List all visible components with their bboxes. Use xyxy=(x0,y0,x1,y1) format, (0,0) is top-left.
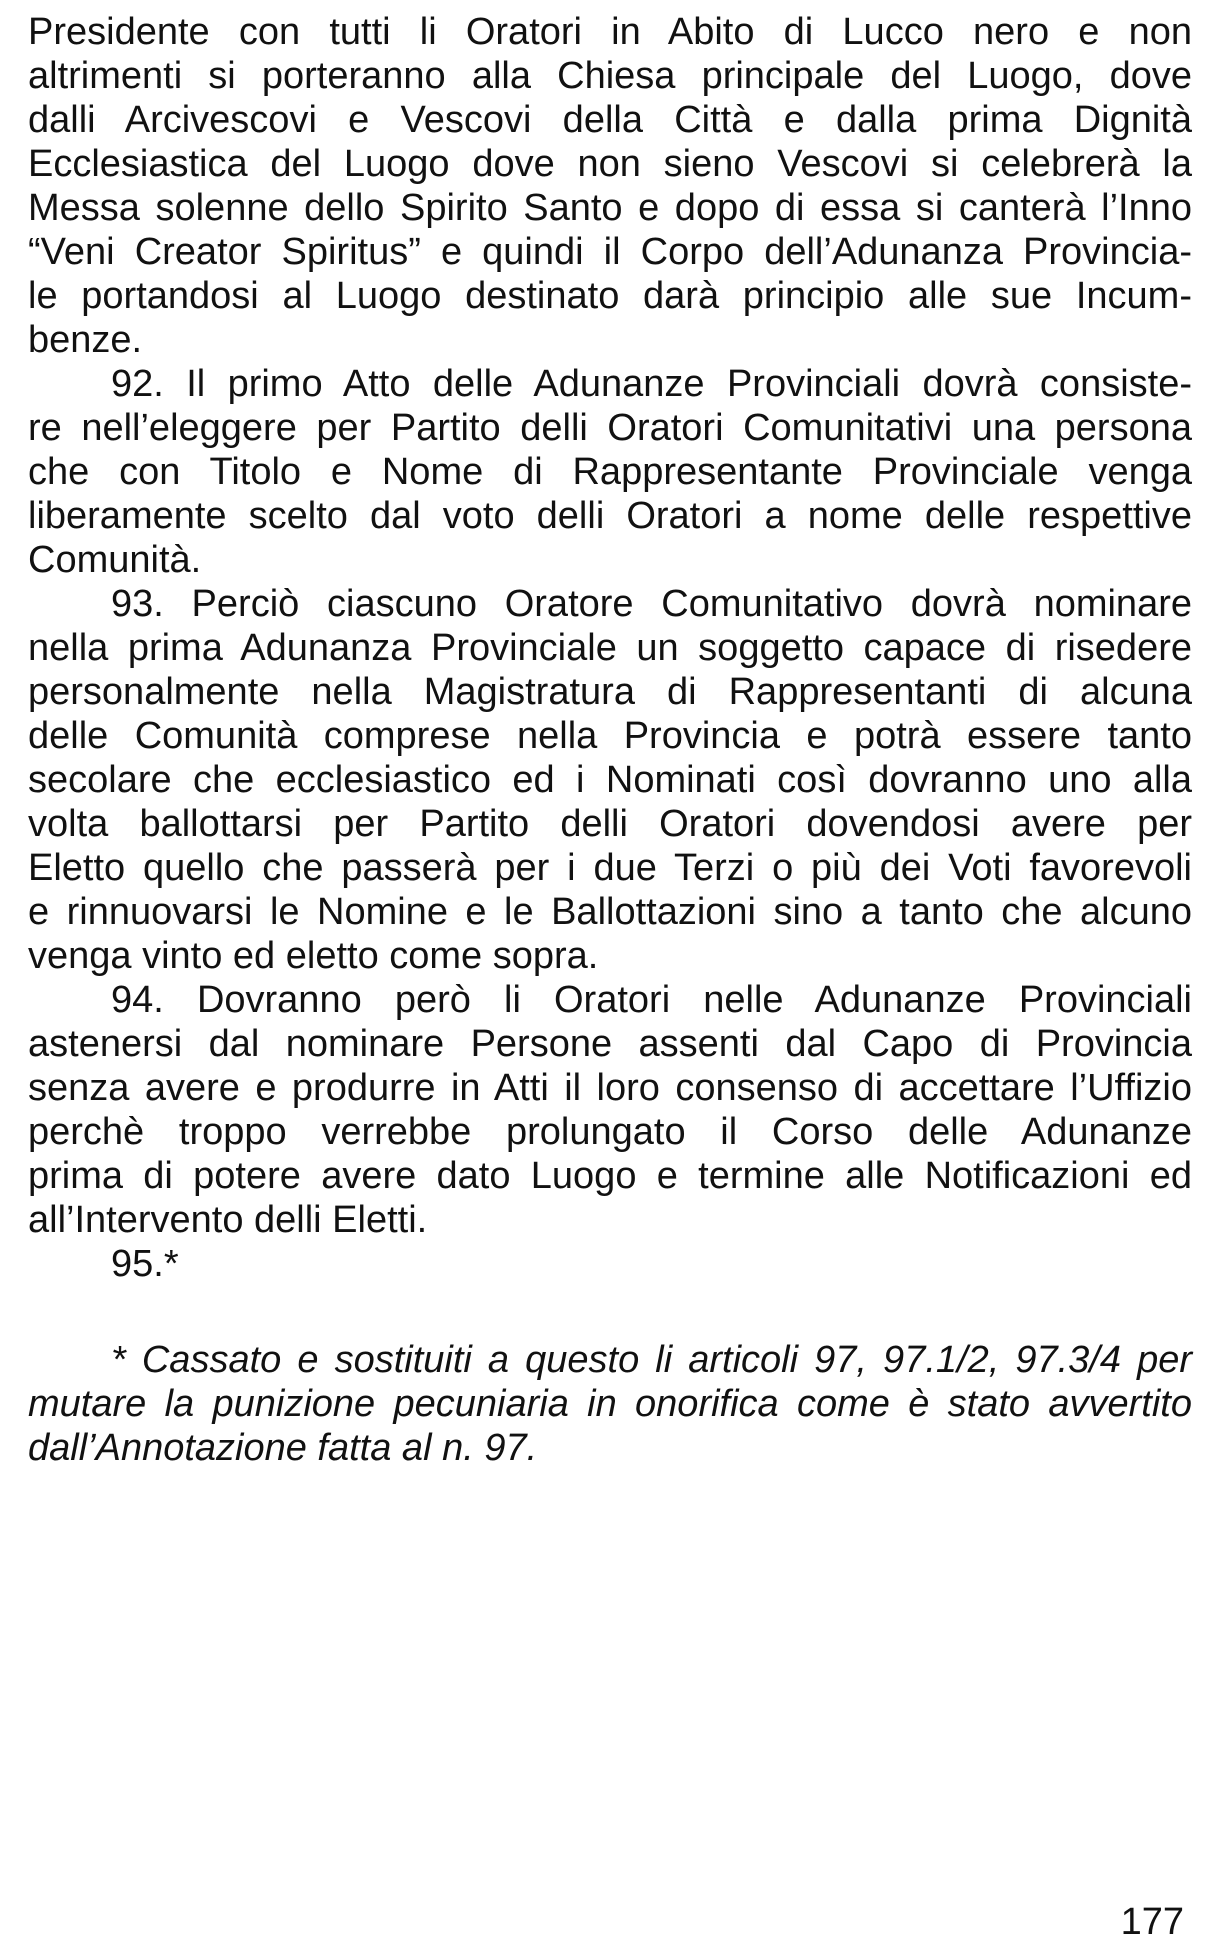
text-line: astenersi dal nominare Persone assenti dal Capo di Provincia xyxy=(28,1023,1192,1065)
text-line: 93. Perciò ciascuno Oratore Comunitativo dovrà nominare xyxy=(111,583,1192,625)
text-line: volta ballottarsi per Partito delli Oratori dovendosi avere per xyxy=(28,803,1192,845)
text-line: 92. Il primo Atto delle Adunanze Provinciali dovrà consiste- xyxy=(111,363,1192,405)
text-line: Messa solenne dello Spirito Santo e dopo di essa si canterà l’Inno xyxy=(28,187,1192,229)
text-line: perchè troppo verrebbe prolungato il Corso delle Adunanze xyxy=(28,1111,1192,1153)
text-line: Presidente con tutti li Oratori in Abito di Lucco nero e non xyxy=(28,11,1192,53)
text-line: re nell’eleggere per Partito delli Oratori Comunitativi una persona xyxy=(28,407,1192,449)
text-line: le portandosi al Luogo destinato darà principio alle sue Incum- xyxy=(28,275,1192,317)
footnote-line: mutare la punizione pecuniaria in onorifica come è stato avvertito xyxy=(28,1383,1192,1425)
text-line: benze. xyxy=(28,319,143,361)
text-line: secolare che ecclesiastico ed i Nominati così dovranno uno alla xyxy=(28,759,1192,801)
text-line: e rinnuovarsi le Nomine e le Ballottazioni sino a tanto che alcuno xyxy=(28,891,1192,933)
text-line: all’Intervento delli Eletti. xyxy=(28,1199,428,1241)
text-line: liberamente scelto dal voto delli Oratori a nome delle respettive xyxy=(28,495,1192,537)
text-line: “Veni Creator Spiritus” e quindi il Corpo dell’Adunanza Provincia- xyxy=(28,231,1192,273)
text-line: senza avere e produrre in Atti il loro consenso di accettare l’Uffizio xyxy=(28,1067,1192,1109)
text-line: Ecclesiastica del Luogo dove non sieno Vescovi si celebrerà la xyxy=(28,143,1192,185)
text-line: 94. Dovranno però li Oratori nelle Adunanze Provinciali xyxy=(111,979,1192,1021)
footnote-line: * Cassato e sostituiti a questo li articoli 97, 97.1/2, 97.3/4 per xyxy=(111,1339,1192,1381)
text-line: altrimenti si porteranno alla Chiesa principale del Luogo, dove xyxy=(28,55,1192,97)
text-line: dalli Arcivescovi e Vescovi della Città e dalla prima Dignità xyxy=(28,99,1192,141)
text-line: 95.* xyxy=(111,1243,179,1285)
page-number: 177 xyxy=(1120,1901,1184,1943)
text-line: che con Titolo e Nome di Rappresentante Provinciale venga xyxy=(28,451,1192,493)
text-line: delle Comunità comprese nella Provincia e potrà essere tanto xyxy=(28,715,1192,757)
text-line: Eletto quello che passerà per i due Terzi o più dei Voti favorevoli xyxy=(28,847,1192,889)
text-line: nella prima Adunanza Provinciale un soggetto capace di risedere xyxy=(28,627,1192,669)
text-line: prima di potere avere dato Luogo e termine alle Notificazioni ed xyxy=(28,1155,1192,1197)
text-line: personalmente nella Magistratura di Rappresentanti di alcuna xyxy=(28,671,1192,713)
text-line: Comunità. xyxy=(28,539,202,581)
footnote-line: dall’Annotazione fatta al n. 97. xyxy=(28,1427,538,1469)
text-line: venga vinto ed eletto come sopra. xyxy=(28,935,599,977)
